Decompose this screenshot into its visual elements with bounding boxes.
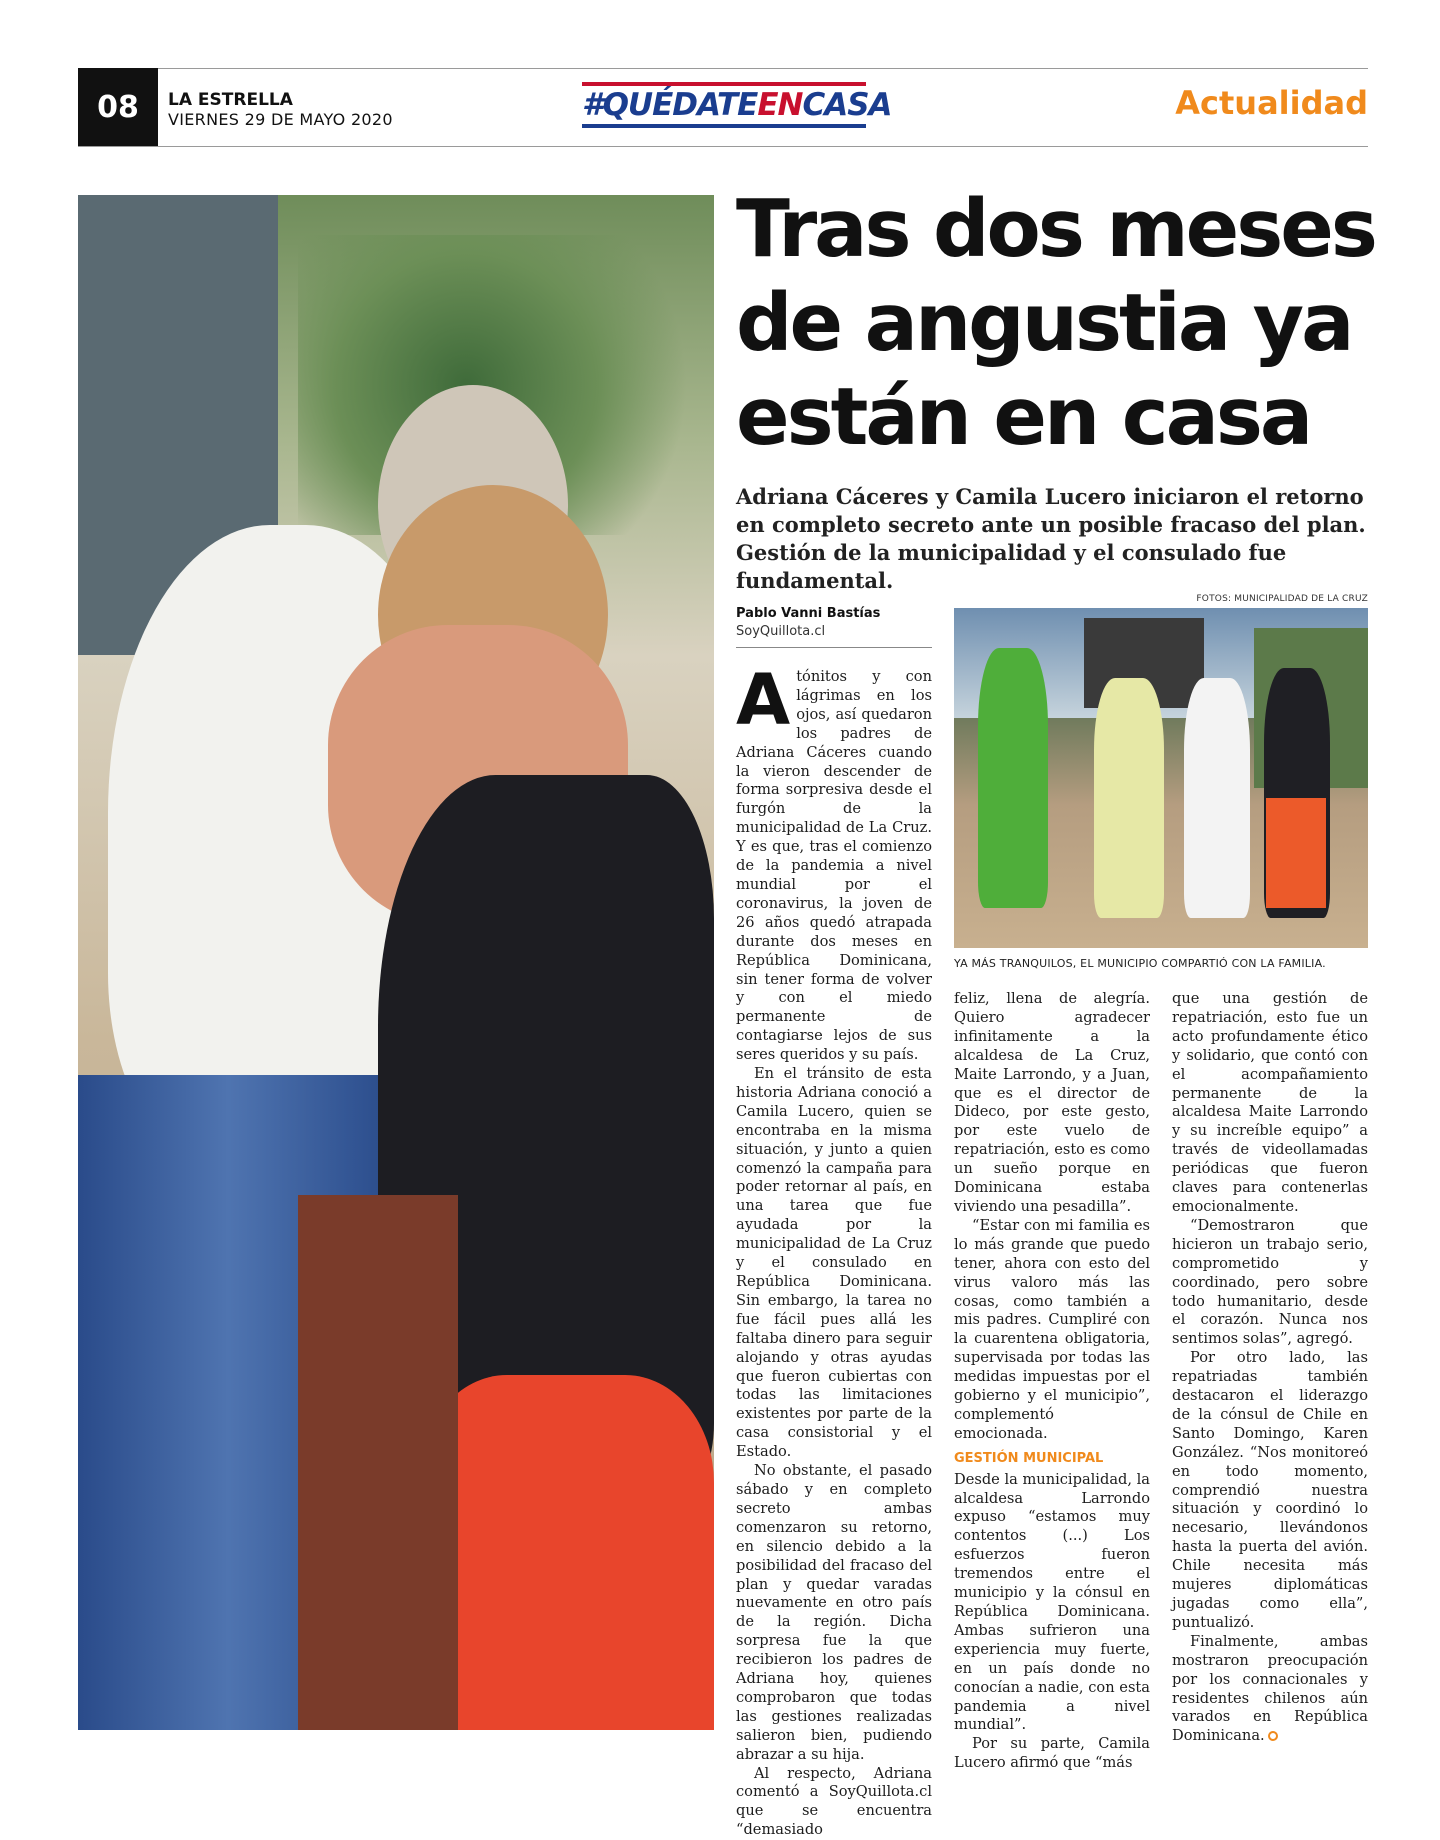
section-label: Actualidad — [1175, 84, 1368, 122]
paragraph-7: Desde la municipalidad, la alcaldesa Larrondo expuso “estamos muy contentos (...) Los esfuerzos fueron tremendos entre el municipio y la cónsul en República Dominicana. Ambas sufrieron una experiencia muy fuerte, en un país donde no conocían a nadie, con esta pandemia a nivel mundial”. — [954, 1470, 1151, 1734]
page-number: 08 — [78, 68, 158, 146]
paragraph-12-text: Finalmente, ambas mostraron preocupación por los connacionales y residentes chilenos aún varados en República Dominicana. — [1172, 1632, 1368, 1745]
hashtag-bottom-line — [582, 124, 866, 128]
hashtag-word-casa: CASA — [802, 87, 892, 123]
header-bottom-rule — [78, 146, 1368, 147]
paragraph-1 — [736, 659, 932, 1065]
photo-brown-pants — [298, 1195, 458, 1730]
paragraph-3: No obstante, el pasado sábado y en completo secreto ambas comenzaron su retorno, en silencio debido a la posibilidad del fracaso del plan y quedar varadas nuevamente en otro país de la región. Dicha sorpresa fue la que recibieron los padres de Adriana hoy, quienes comprobaron que todas las gestiones realizadas salieron bien, pudiendo abrazar a su hija. — [736, 1462, 932, 1763]
article-column-3 — [1172, 990, 1368, 1746]
group-photo-red-pants — [1266, 798, 1326, 908]
headline: Tras dos meses de angustia ya están en casa — [736, 183, 1375, 463]
photo-red-pants — [418, 1375, 714, 1730]
photo-credit: FOTOS: MUNICIPALIDAD DE LA CRUZ — [1196, 594, 1368, 604]
byline-rule — [736, 647, 932, 648]
subhead-gestion-municipal: GESTIÓN MUNICIPAL — [954, 1450, 1104, 1466]
header-top-rule — [78, 68, 1368, 69]
byline-site: SoyQuillota.cl — [736, 624, 826, 639]
paper-name: LA ESTRELLA — [168, 90, 293, 110]
paragraph-6: “Estar con mi familia es lo más grande que puedo tener, ahora con esto del virus valoro más las cosas, como también a mis padres. Cumpliré con la cuarentena obligatoria, supervisada por todas las medidas impuestas por el gobierno y el municipio”, complementó emocionada. — [954, 1216, 1150, 1442]
paragraph-4: Al respecto, Adriana comentó a SoyQuillota.cl que se encuentra “demasiado — [736, 1764, 932, 1839]
dropcap: A — [736, 659, 791, 741]
hashtag-banner — [582, 82, 892, 128]
group-photo — [954, 608, 1368, 948]
paragraph-5: feliz, llena de alegría. Quiero agradecer infinitamente a la alcaldesa de La Cruz, Maite Larrondo, y a Juan, que es el director de Dideco, por este gesto, por este vuelo de repatriación, esto es como un sueño porque en Dominicana estaba viviendo una pesadilla”. — [954, 990, 1150, 1215]
paragraph-8: Por su parte, Camila Lucero afirmó que “más — [954, 1735, 1150, 1772]
article-column-1 — [736, 659, 932, 1840]
deck: Adriana Cáceres y Camila Lucero iniciaron el retorno en completo secreto ante un posible fracaso del plan. Gestión de la municipalidad y el consulado fue fundamental. — [736, 484, 1366, 593]
byline-author: Pablo Vanni Bastías — [736, 606, 881, 621]
paragraph-12 — [1172, 1633, 1368, 1746]
hashtag-word-en: EN — [757, 87, 803, 123]
paragraph-10: “Demostraron que hicieron un trabajo serio, comprometido y coordinado, pero sobre todo humanitario, desde el corazón. Nunca nos sentimos solas”, agregó. — [1172, 1216, 1368, 1348]
main-photo-hug — [78, 195, 714, 1730]
group-photo-person-2 — [1094, 678, 1164, 918]
end-mark-icon — [1268, 1731, 1278, 1741]
group-photo-person-1 — [978, 648, 1048, 908]
hashtag-text — [582, 86, 892, 124]
hashtag-word-quedate: #QUÉDATE — [582, 87, 758, 123]
paragraph-2: En el tránsito de esta historia Adriana conoció a Camila Lucero, quien se encontraba en la misma situación, y junto a quien comenzó la campaña para poder retornar al país, en una tarea que fue ayudada por la municipalidad de La Cruz y el consulado en República Dominicana. Sin embargo, la tarea no fue fácil pues allá les faltaba dinero para seguir alojando y otras ayudas que fueron cubiertas con todas las limitaciones existentes por parte de la casa consistorial y el Estado. — [736, 1065, 932, 1461]
paragraph-9: que una gestión de repatriación, esto fue un acto profundamente ético y solidario, que contó con el acompañamiento permanente de la alcaldesa Maite Larrondo y su increíble equipo” a través de videollamadas periódicas que fueron claves para contenerlas emocionalmente. — [1172, 990, 1368, 1215]
article-column-2 — [954, 990, 1150, 1773]
issue-date: VIERNES 29 DE MAYO 2020 — [168, 110, 393, 129]
paragraph-11: Por otro lado, las repatriadas también destacaron el liderazgo de la cónsul de Chile en Santo Domingo, Karen González. “Nos monitoreó en todo momento, comprendió nuestra situación y coordinó lo necesario, llevándonos hasta la puerta del avión. Chile necesita más mujeres diplomáticas jugadas como ella”, puntualizó. — [1172, 1349, 1368, 1631]
group-photo-person-3 — [1184, 678, 1250, 918]
photo-caption: YA MÁS TRANQUILOS, EL MUNICIPIO COMPARTIÓ CON LA FAMILIA. — [954, 957, 1326, 970]
paragraph-1-text: tónitos y con lágrimas en los ojos, así quedaron los padres de Adriana Cáceres cuando la vieron descender de forma sorpresiva desde el furgón de la municipalidad de La Cruz. Y es que, tras el comienzo de la pandemia a nivel mundial por el coronavirus, la joven de 26 años quedó atrapada durante dos meses en República Dominicana, sin tener forma de volver y con el miedo permanente de contagiarse lejos de sus seres queridos y su país. — [736, 668, 932, 1064]
